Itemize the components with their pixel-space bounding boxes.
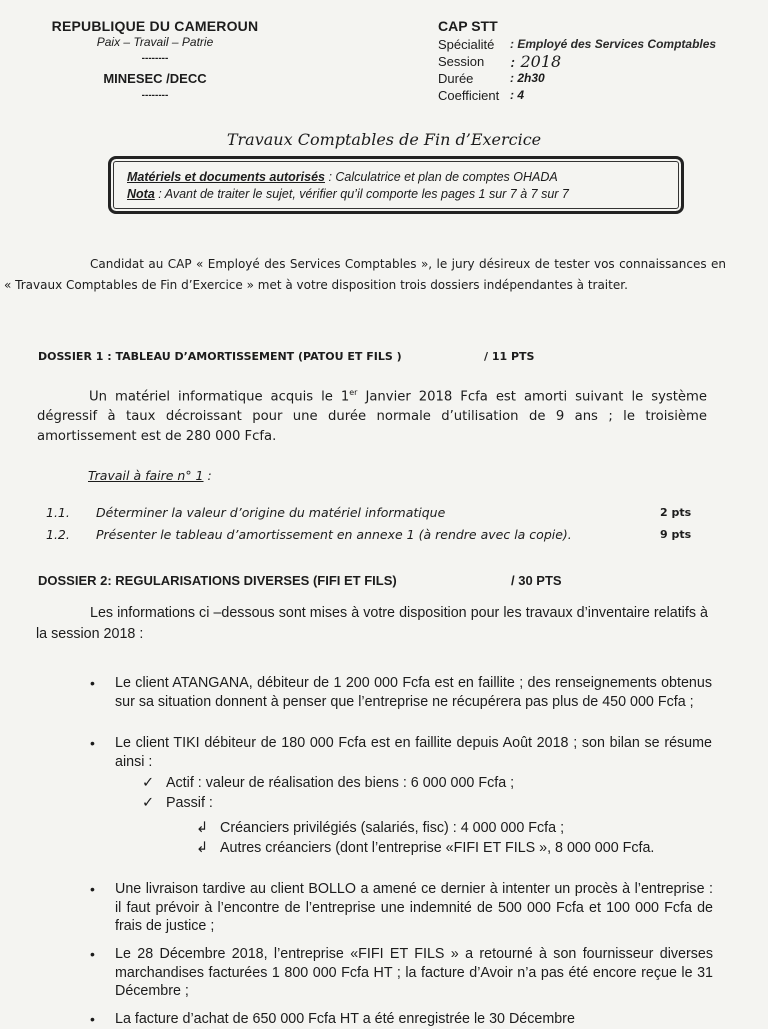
exam-name: CAP STT xyxy=(438,18,498,34)
task-points: 2 pts xyxy=(660,506,692,519)
bullet-icon: • xyxy=(90,735,95,751)
work-label: Travail à faire n° 1 xyxy=(88,468,204,483)
notice-box xyxy=(108,156,684,214)
header-separator-2: -------- xyxy=(141,90,169,101)
task-item xyxy=(46,505,445,520)
bullet-icon: • xyxy=(90,881,95,897)
arrow-item-text: Autres créanciers (dont l’entreprise «FIFI ET FILS », 8 000 000 Fcfa. xyxy=(220,840,655,856)
list-item-text: Le 28 Décembre 2018, l’entreprise «FIFI ET FILS » a retourné à son fournisseur diverses marchandises facturées 1 800 000 Fcfa HT ; la facture d’Avoir n’a pas été encore reçue le 31 Décembre ; xyxy=(115,946,713,999)
task-points: 9 pts xyxy=(660,528,692,541)
dossier1-text-a: Un matériel informatique acquis le 1 xyxy=(89,389,350,405)
nota-label: Nota xyxy=(127,187,155,201)
specialty-value: : Employé des Services Comptables xyxy=(510,37,717,51)
dossier2-heading: DOSSIER 2: REGULARISATIONS DIVERSES (FIFI ET FILS) xyxy=(38,573,397,588)
header-separator: -------- xyxy=(141,53,169,64)
duration-label: Durée xyxy=(438,71,474,86)
exam-info-row xyxy=(438,53,768,70)
republic-name: REPUBLIQUE DU CAMEROUN xyxy=(51,18,259,34)
coefficient-label: Coefficient xyxy=(438,88,500,103)
work-heading xyxy=(88,468,212,483)
nota-line xyxy=(127,186,665,203)
national-motto: Paix – Travail – Patrie xyxy=(96,35,214,49)
duration-value: : 2h30 xyxy=(510,71,545,85)
dossier2-points: / 30 PTS xyxy=(511,573,562,588)
checkmark-icon: ✓ xyxy=(142,795,154,811)
dossier1-text-sup: er xyxy=(349,388,358,397)
list-item-text: La facture d’achat de 650 000 Fcfa HT a été enregistrée le 30 Décembre xyxy=(115,1011,575,1027)
dossier1-text-b: Janvier 2018 Fcfa est amorti suivant le système dégressif à taux décroissant pour une durée normale d’utilisation de 9 ans ; le troisième amortissement est de 280 000 Fcfa. xyxy=(37,389,707,445)
session-label: Session xyxy=(438,54,485,69)
list-item-text: Une livraison tardive au client BOLLO a amené ce dernier à intenter un procès à l’entreprise : il faut prévoir à l’encontre de l’entreprise une indemnité de 500 000 Fcfa et 100 000 Fcfa de frais de justice ; xyxy=(115,881,713,934)
list-item-text: Le client TIKI débiteur de 180 000 Fcfa est en faillite depuis Août 2018 ; son bilan se résume ainsi : xyxy=(115,735,712,770)
list-item xyxy=(90,674,712,711)
dossier1-heading: DOSSIER 1 : TABLEAU D’AMORTISSEMENT (PATOU ET FILS ) xyxy=(38,350,402,363)
header-left xyxy=(40,18,270,102)
check-item-text: Actif : valeur de réalisation des biens : 6 000 000 Fcfa ; xyxy=(166,775,515,791)
arrow-item xyxy=(196,819,716,837)
list-item xyxy=(90,1010,713,1029)
arrow-item-text: Créanciers privilégiés (salariés, fisc) : 4 000 000 Fcfa ; xyxy=(220,820,565,836)
check-item-text: Passif : xyxy=(166,795,213,811)
exam-info-row xyxy=(438,70,768,87)
arrow-item xyxy=(196,839,740,857)
header-right xyxy=(438,18,768,104)
work-colon: : xyxy=(203,468,212,483)
list-item-text: Le client ATANGANA, débiteur de 1 200 000 Fcfa est en faillite ; des renseignements obtenus sur sa situation donnent à penser que l’entreprise ne récupérera pas plus de 450 000 Fcfa ; xyxy=(115,675,712,710)
session-value: : 2018 xyxy=(510,52,562,71)
list-item xyxy=(90,880,713,936)
arrow-down-left-icon: ↲ xyxy=(196,840,208,856)
check-item xyxy=(142,774,514,792)
checkmark-icon: ✓ xyxy=(142,775,154,791)
nota-text: : Avant de traiter le sujet, vérifier qu’il comporte les pages 1 sur 7 à 7 sur 7 xyxy=(154,187,569,201)
arrow-down-left-icon: ↲ xyxy=(196,820,208,836)
list-item xyxy=(90,734,712,771)
materials-line xyxy=(127,169,665,186)
specialty-label: Spécialité xyxy=(438,37,495,52)
task-item xyxy=(46,527,572,542)
list-item xyxy=(90,945,713,1001)
exam-info-row xyxy=(438,87,768,104)
bullet-icon: • xyxy=(90,675,95,691)
check-item xyxy=(142,794,213,812)
ministry-name: MINESEC /DECC xyxy=(103,71,207,86)
dossier2-intro: Les informations ci –dessous sont mises à votre disposition pour les travaux d’inventaire relatifs à la session 2018 : xyxy=(36,605,708,642)
intro-paragraph: Candidat au CAP « Employé des Services Comptables », le jury désireux de tester vos connaissances en « Travaux Comptables de Fin d’Exercice » met à votre disposition trois dossiers indépendantes à traiter. xyxy=(4,257,726,292)
task-number: 1.1. xyxy=(46,505,70,520)
task-text: Présenter le tableau d’amortissement en annexe 1 (à rendre avec la copie). xyxy=(96,527,572,542)
task-number: 1.2. xyxy=(46,527,70,542)
materials-label: Matériels et documents autorisés xyxy=(127,170,325,184)
bullet-icon: • xyxy=(90,946,95,962)
exam-info-row xyxy=(438,36,768,53)
dossier1-paragraph xyxy=(37,383,707,447)
bullet-icon: • xyxy=(90,1011,95,1027)
task-text: Déterminer la valeur d’origine du matériel informatique xyxy=(96,505,446,520)
document-title: Travaux Comptables de Fin d’Exercice xyxy=(226,130,542,149)
dossier1-points: / 11 PTS xyxy=(484,350,535,363)
materials-text: : Calculatrice et plan de comptes OHADA xyxy=(324,170,558,184)
coefficient-value: : 4 xyxy=(510,88,525,102)
